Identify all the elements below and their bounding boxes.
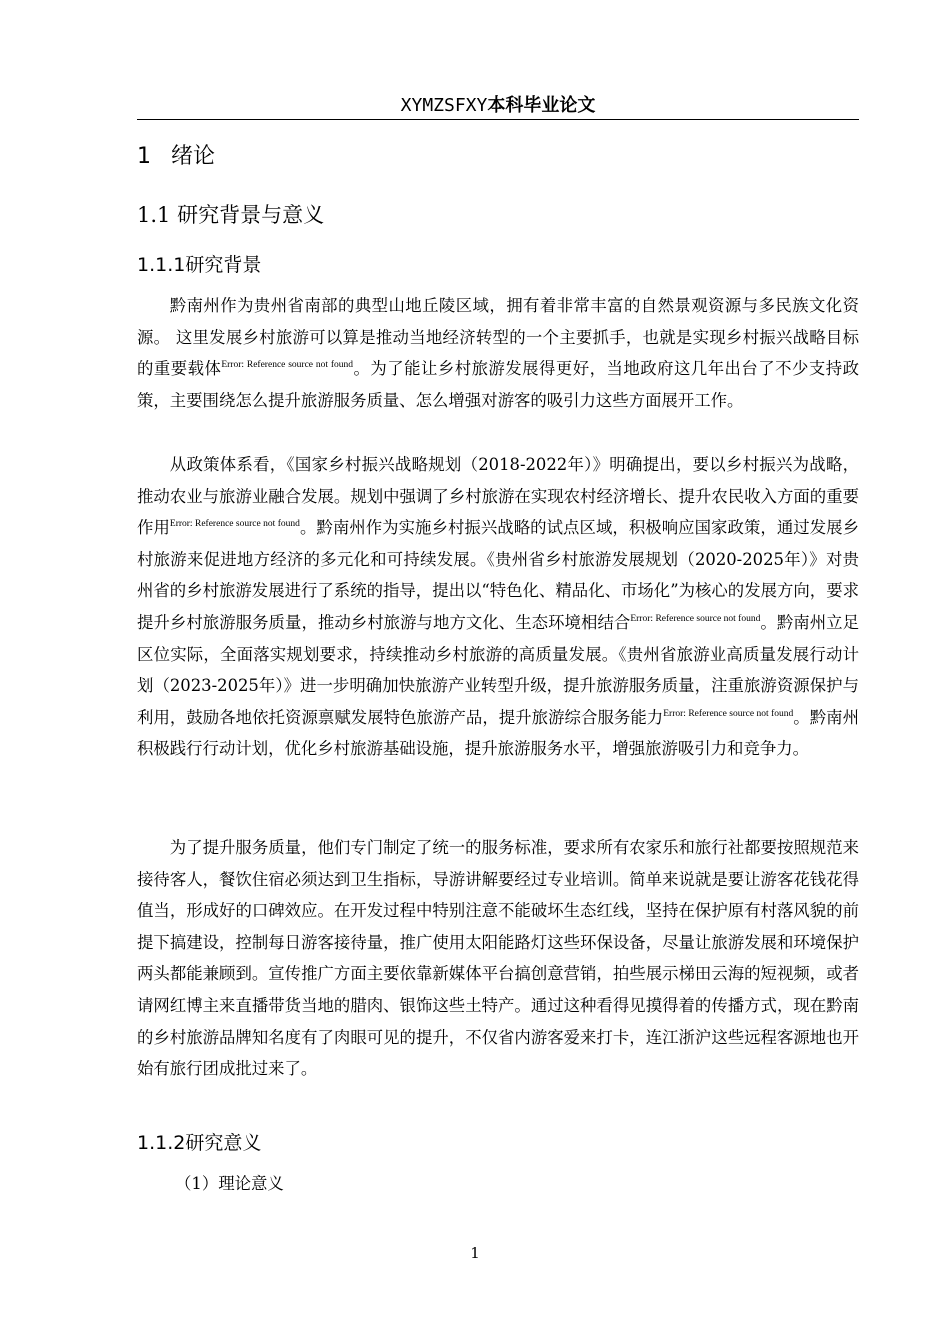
section-number: 1.1	[137, 203, 171, 227]
reference-error[interactable]: Error: Reference source not found	[630, 613, 761, 624]
reference-error[interactable]: Error: Reference source not found	[169, 519, 300, 530]
list-item-theoretical-significance: （1）理论意义	[175, 1174, 284, 1193]
subsection-heading-background	[137, 251, 261, 279]
section-heading	[137, 200, 324, 230]
page-number: 1	[470, 1244, 480, 1262]
chapter-number: 1	[137, 144, 151, 169]
chapter-heading	[137, 142, 215, 172]
section-title: 研究背景与意义	[177, 203, 325, 227]
subsection-title: 研究背景	[185, 254, 262, 276]
subsection-number: 1.1.1	[137, 254, 186, 276]
running-header	[137, 92, 859, 119]
header-rule	[137, 119, 859, 120]
paragraph-3: 为了提升服务质量，他们专门制定了统一的服务标准，要求所有农家乐和旅行社都要按照规范来接待客人，餐饮住宿必须达到卫生指标，导游讲解要经过专业培训。简单来说就是要让游客花钱花得值当，形成好的口碑效应。在开发过程中特别注意不能破坏生态红线，坚持在保护原有村落风貌的前提下搞建设，控制每日游客接待量，推广使用太阳能路灯这些环保设备，尽量让旅游发展和环境保护两头都能兼顾到。宣传推广方面主要依靠新媒体平台搞创意营销，拍些展示梯田云海的短视频，或者请网红博主来直播带货当地的腊肉、银饰这些土特产。通过这种看得见摸得着的传播方式，现在黔南的乡村旅游品牌知名度有了肉眼可见的提升，不仅省内游客爱来打卡，连江浙沪这些远程客源地也开始有旅行团成批过来了。	[137, 838, 859, 1079]
paragraph-text: 。黔南州立足区位实际，全面落实规划要求，持续推动乡村旅游的高质量发展。《贵州省旅游业高质量发展行动计划（2023-2025年）》进一步明确加快旅游产业转型升级，提升旅游服务质量，注重旅游资源保护与利用，鼓励各地依托资源禀赋发展特色旅游产品，提升旅游综合服务能力	[137, 612, 860, 727]
paragraph-2	[137, 449, 859, 765]
paragraph-text: 。为了能让乡村旅游发展得更好，当地政府这几年出台了不少支持政策，主要围绕怎么提升旅游服务质量、怎么增强对游客的吸引力这些方面展开工作。	[137, 359, 860, 410]
header-title: 本科毕业论文	[487, 95, 596, 116]
paragraph-text: 。黔南州积极践行行动计划，优化乡村旅游基础设施，提升旅游服务水平，增强旅游吸引力和竞争力。	[137, 707, 860, 759]
paragraph-text: 黔南州作为贵州省南部的典型山地丘陵区域，拥有着非常丰富的自然景观资源与多民族文化资源。 这里发展乡村旅游可以算是推动当地经济转型的一个主要抓手，也就是实现乡村振兴战略目标的重要载体	[137, 296, 859, 379]
reference-error[interactable]: Error: Reference source not found	[221, 360, 354, 371]
chapter-title: 绪论	[171, 144, 216, 169]
subsection-heading-significance	[137, 1129, 261, 1157]
reference-error[interactable]: Error: Reference source not found	[663, 708, 794, 719]
subsection-number: 1.1.2	[137, 1132, 186, 1154]
header-code: XYMZSFXY	[400, 95, 488, 116]
paragraph-1	[137, 290, 859, 416]
paragraph-text: 。黔南州作为实施乡村振兴战略的试点区域，积极响应国家政策，通过发展乡村旅游来促进地方经济的多元化和可持续发展。《贵州省乡村旅游发展规划（2020-2025年）》对贵州省的乡村旅游发展进行了系统的指导，提出以“特色化、精品化、市场化”为核心的发展方向，要求提升乡村旅游服务质量，推动乡村旅游与地方文化、生态环境相结合	[137, 518, 860, 632]
paragraph-text: 从政策体系看，《国家乡村振兴战略规划（2018-2022年）》明确提出，要以乡村振兴为战略，推动农业与旅游业融合发展。规划中强调了乡村旅游在实现农村经济增长、提升农民收入方面的重要作用	[137, 455, 859, 538]
subsection-title: 研究意义	[185, 1132, 262, 1154]
